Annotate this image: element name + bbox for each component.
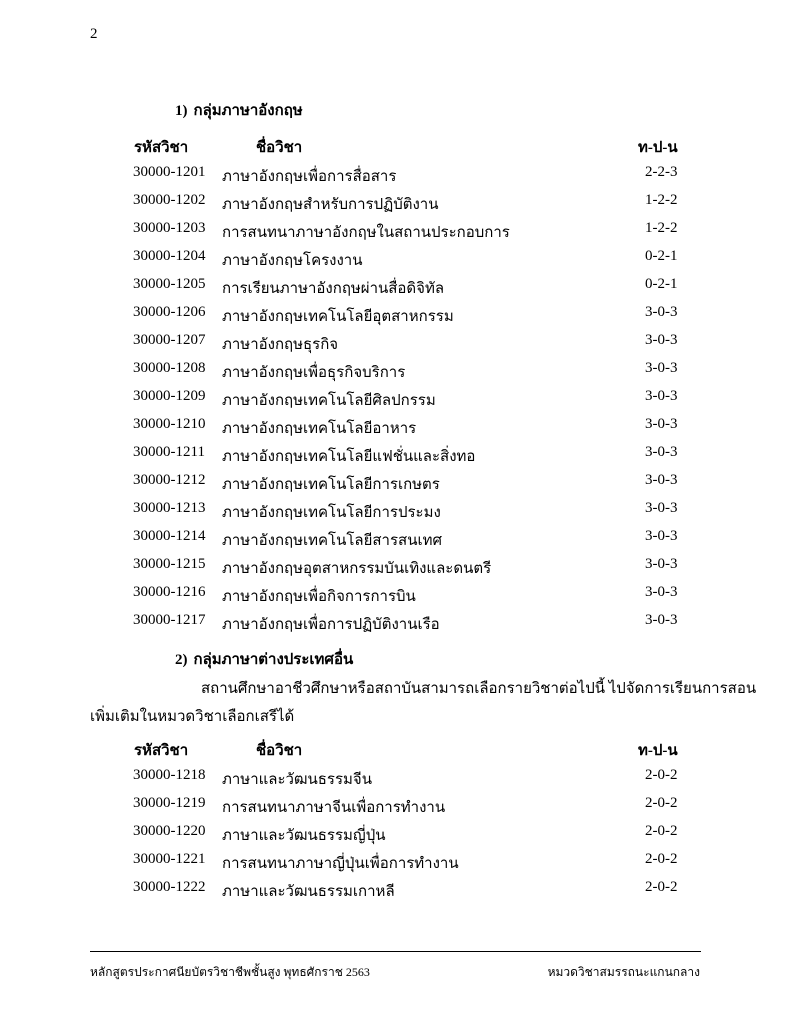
- footer-curriculum-title: หลักสูตรประกาศนียบัตรวิชาชีพชั้นสูง พุทธศักราช 2563: [90, 965, 370, 979]
- course-row: [0, 360, 791, 386]
- course-code: 30000-1211: [133, 444, 205, 460]
- course-credit: 3-0-3: [645, 360, 678, 376]
- course-name: ภาษาและวัฒนธรรมเกาหลี: [222, 884, 395, 900]
- course-code: 30000-1215: [133, 556, 206, 572]
- section-1-title: กลุ่มภาษาอังกฤษ: [193, 103, 303, 119]
- course-code: 30000-1205: [133, 276, 206, 292]
- course-row: [0, 416, 791, 442]
- section-2-heading: [175, 647, 353, 671]
- page-number: 2: [90, 26, 98, 42]
- header-name: ชื่อวิชา: [256, 743, 303, 759]
- course-name: การสนทนาภาษาญี่ปุ่นเพื่อการทำงาน: [222, 856, 459, 872]
- course-row: [0, 823, 791, 849]
- header-code: รหัสวิชา: [134, 743, 189, 759]
- course-row: [0, 500, 791, 526]
- course-name: ภาษาและวัฒนธรรมญี่ปุ่น: [222, 828, 386, 844]
- course-credit: 2-0-2: [645, 767, 678, 783]
- course-credit: 2-0-2: [645, 823, 678, 839]
- course-name: ภาษาและวัฒนธรรมจีน: [222, 772, 372, 788]
- course-credit: 3-0-3: [645, 500, 678, 516]
- header-credit: ท-ป-น: [638, 743, 678, 759]
- course-credit: 2-0-2: [645, 795, 678, 811]
- course-code: 30000-1202: [133, 192, 206, 208]
- course-code: 30000-1218: [133, 767, 206, 783]
- course-name: ภาษาอังกฤษโครงงาน: [222, 253, 363, 269]
- course-name: การเรียนภาษาอังกฤษผ่านสื่อดิจิทัล: [222, 281, 445, 297]
- course-name: การสนทนาภาษาอังกฤษในสถานประกอบการ: [222, 225, 510, 241]
- course-name: การสนทนาภาษาจีนเพื่อการทำงาน: [222, 800, 446, 816]
- course-credit: 2-2-3: [645, 164, 678, 180]
- course-code: 30000-1207: [133, 332, 206, 348]
- course-code: 30000-1213: [133, 500, 206, 516]
- course-credit: 2-0-2: [645, 851, 678, 867]
- section-1-number: 1): [175, 103, 188, 119]
- course-credit: 3-0-3: [645, 528, 678, 544]
- course-name: ภาษาอังกฤษสำหรับการปฏิบัติงาน: [222, 197, 439, 213]
- course-row: [0, 795, 791, 821]
- header-credit: ท-ป-น: [638, 140, 678, 156]
- course-name: ภาษาอังกฤษธุรกิจ: [222, 337, 339, 353]
- course-code: 30000-1201: [133, 164, 206, 180]
- course-row: [0, 248, 791, 274]
- footer-section-name: หมวดวิชาสมรรถนะแกนกลาง: [547, 965, 700, 979]
- course-credit: 2-0-2: [645, 879, 678, 895]
- course-name: ภาษาอังกฤษเทคโนโลยีการเกษตร: [222, 477, 440, 493]
- course-credit: 3-0-3: [645, 416, 678, 432]
- course-credit: 3-0-3: [645, 332, 678, 348]
- course-name: ภาษาอังกฤษเพื่อกิจการการบิน: [222, 589, 416, 605]
- course-credit: 1-2-2: [645, 192, 678, 208]
- course-code: 30000-1206: [133, 304, 206, 320]
- course-row: [0, 276, 791, 302]
- course-credit: 1-2-2: [645, 220, 678, 236]
- course-name: ภาษาอังกฤษเทคโนโลยีสารสนเทศ: [222, 533, 442, 549]
- section-2-paragraph-line-2: เพิ่มเติมในหมวดวิชาเลือกเสรีได้: [90, 709, 295, 725]
- section-2-paragraph-line-1: สถานศึกษาอาชีวศึกษาหรือสถาบันสามารถเลือกรายวิชาต่อไปนี้ ไปจัดการเรียนการสอน: [201, 681, 757, 697]
- course-credit: 3-0-3: [645, 584, 678, 600]
- course-row: [0, 220, 791, 246]
- section-1-heading: [175, 98, 303, 122]
- course-row: [0, 332, 791, 358]
- course-code: 30000-1203: [133, 220, 206, 236]
- course-credit: 0-2-1: [645, 276, 678, 292]
- course-row: [0, 556, 791, 582]
- section-2-table-header: [0, 738, 791, 760]
- header-name: ชื่อวิชา: [256, 140, 303, 156]
- course-row: [0, 444, 791, 470]
- course-name: ภาษาอังกฤษเพื่อการสื่อสาร: [222, 169, 397, 185]
- course-name: ภาษาอังกฤษอุตสาหกรรมบันเทิงและดนตรี: [222, 561, 492, 577]
- course-row: [0, 472, 791, 498]
- course-code: 30000-1209: [133, 388, 206, 404]
- course-code: 30000-1219: [133, 795, 206, 811]
- course-credit: 3-0-3: [645, 472, 678, 488]
- section-1-table-header: [0, 135, 791, 157]
- section-2-number: 2): [175, 652, 188, 668]
- course-row: [0, 879, 791, 905]
- course-row: [0, 304, 791, 330]
- course-code: 30000-1217: [133, 612, 206, 628]
- course-code: 30000-1210: [133, 416, 206, 432]
- course-credit: 3-0-3: [645, 388, 678, 404]
- course-name: ภาษาอังกฤษเทคโนโลยีการประมง: [222, 505, 441, 521]
- course-name: ภาษาอังกฤษเพื่อการปฏิบัติงานเรือ: [222, 617, 440, 633]
- course-row: [0, 767, 791, 793]
- header-code: รหัสวิชา: [134, 140, 189, 156]
- course-row: [0, 851, 791, 877]
- course-row: [0, 528, 791, 554]
- course-credit: 3-0-3: [645, 556, 678, 572]
- course-credit: 3-0-3: [645, 612, 678, 628]
- footer-divider: [90, 951, 701, 952]
- section-2-title: กลุ่มภาษาต่างประเทศอื่น: [193, 652, 354, 668]
- course-row: [0, 388, 791, 414]
- course-name: ภาษาอังกฤษเทคโนโลยีอาหาร: [222, 421, 417, 437]
- course-row: [0, 584, 791, 610]
- course-code: 30000-1204: [133, 248, 206, 264]
- course-row: [0, 164, 791, 190]
- course-credit: 0-2-1: [645, 248, 678, 264]
- course-name: ภาษาอังกฤษเทคโนโลยีแฟชั่นและสิ่งทอ: [222, 449, 476, 465]
- course-code: 30000-1216: [133, 584, 206, 600]
- course-credit: 3-0-3: [645, 304, 678, 320]
- course-code: 30000-1221: [133, 851, 206, 867]
- course-code: 30000-1212: [133, 472, 206, 488]
- course-name: ภาษาอังกฤษเพื่อธุรกิจบริการ: [222, 365, 406, 381]
- course-name: ภาษาอังกฤษเทคโนโลยีศิลปกรรม: [222, 393, 436, 409]
- course-row: [0, 612, 791, 638]
- course-code: 30000-1208: [133, 360, 206, 376]
- course-credit: 3-0-3: [645, 444, 678, 460]
- course-code: 30000-1220: [133, 823, 206, 839]
- course-row: [0, 192, 791, 218]
- course-code: 30000-1222: [133, 879, 206, 895]
- course-name: ภาษาอังกฤษเทคโนโลยีอุตสาหกรรม: [222, 309, 454, 325]
- course-code: 30000-1214: [133, 528, 206, 544]
